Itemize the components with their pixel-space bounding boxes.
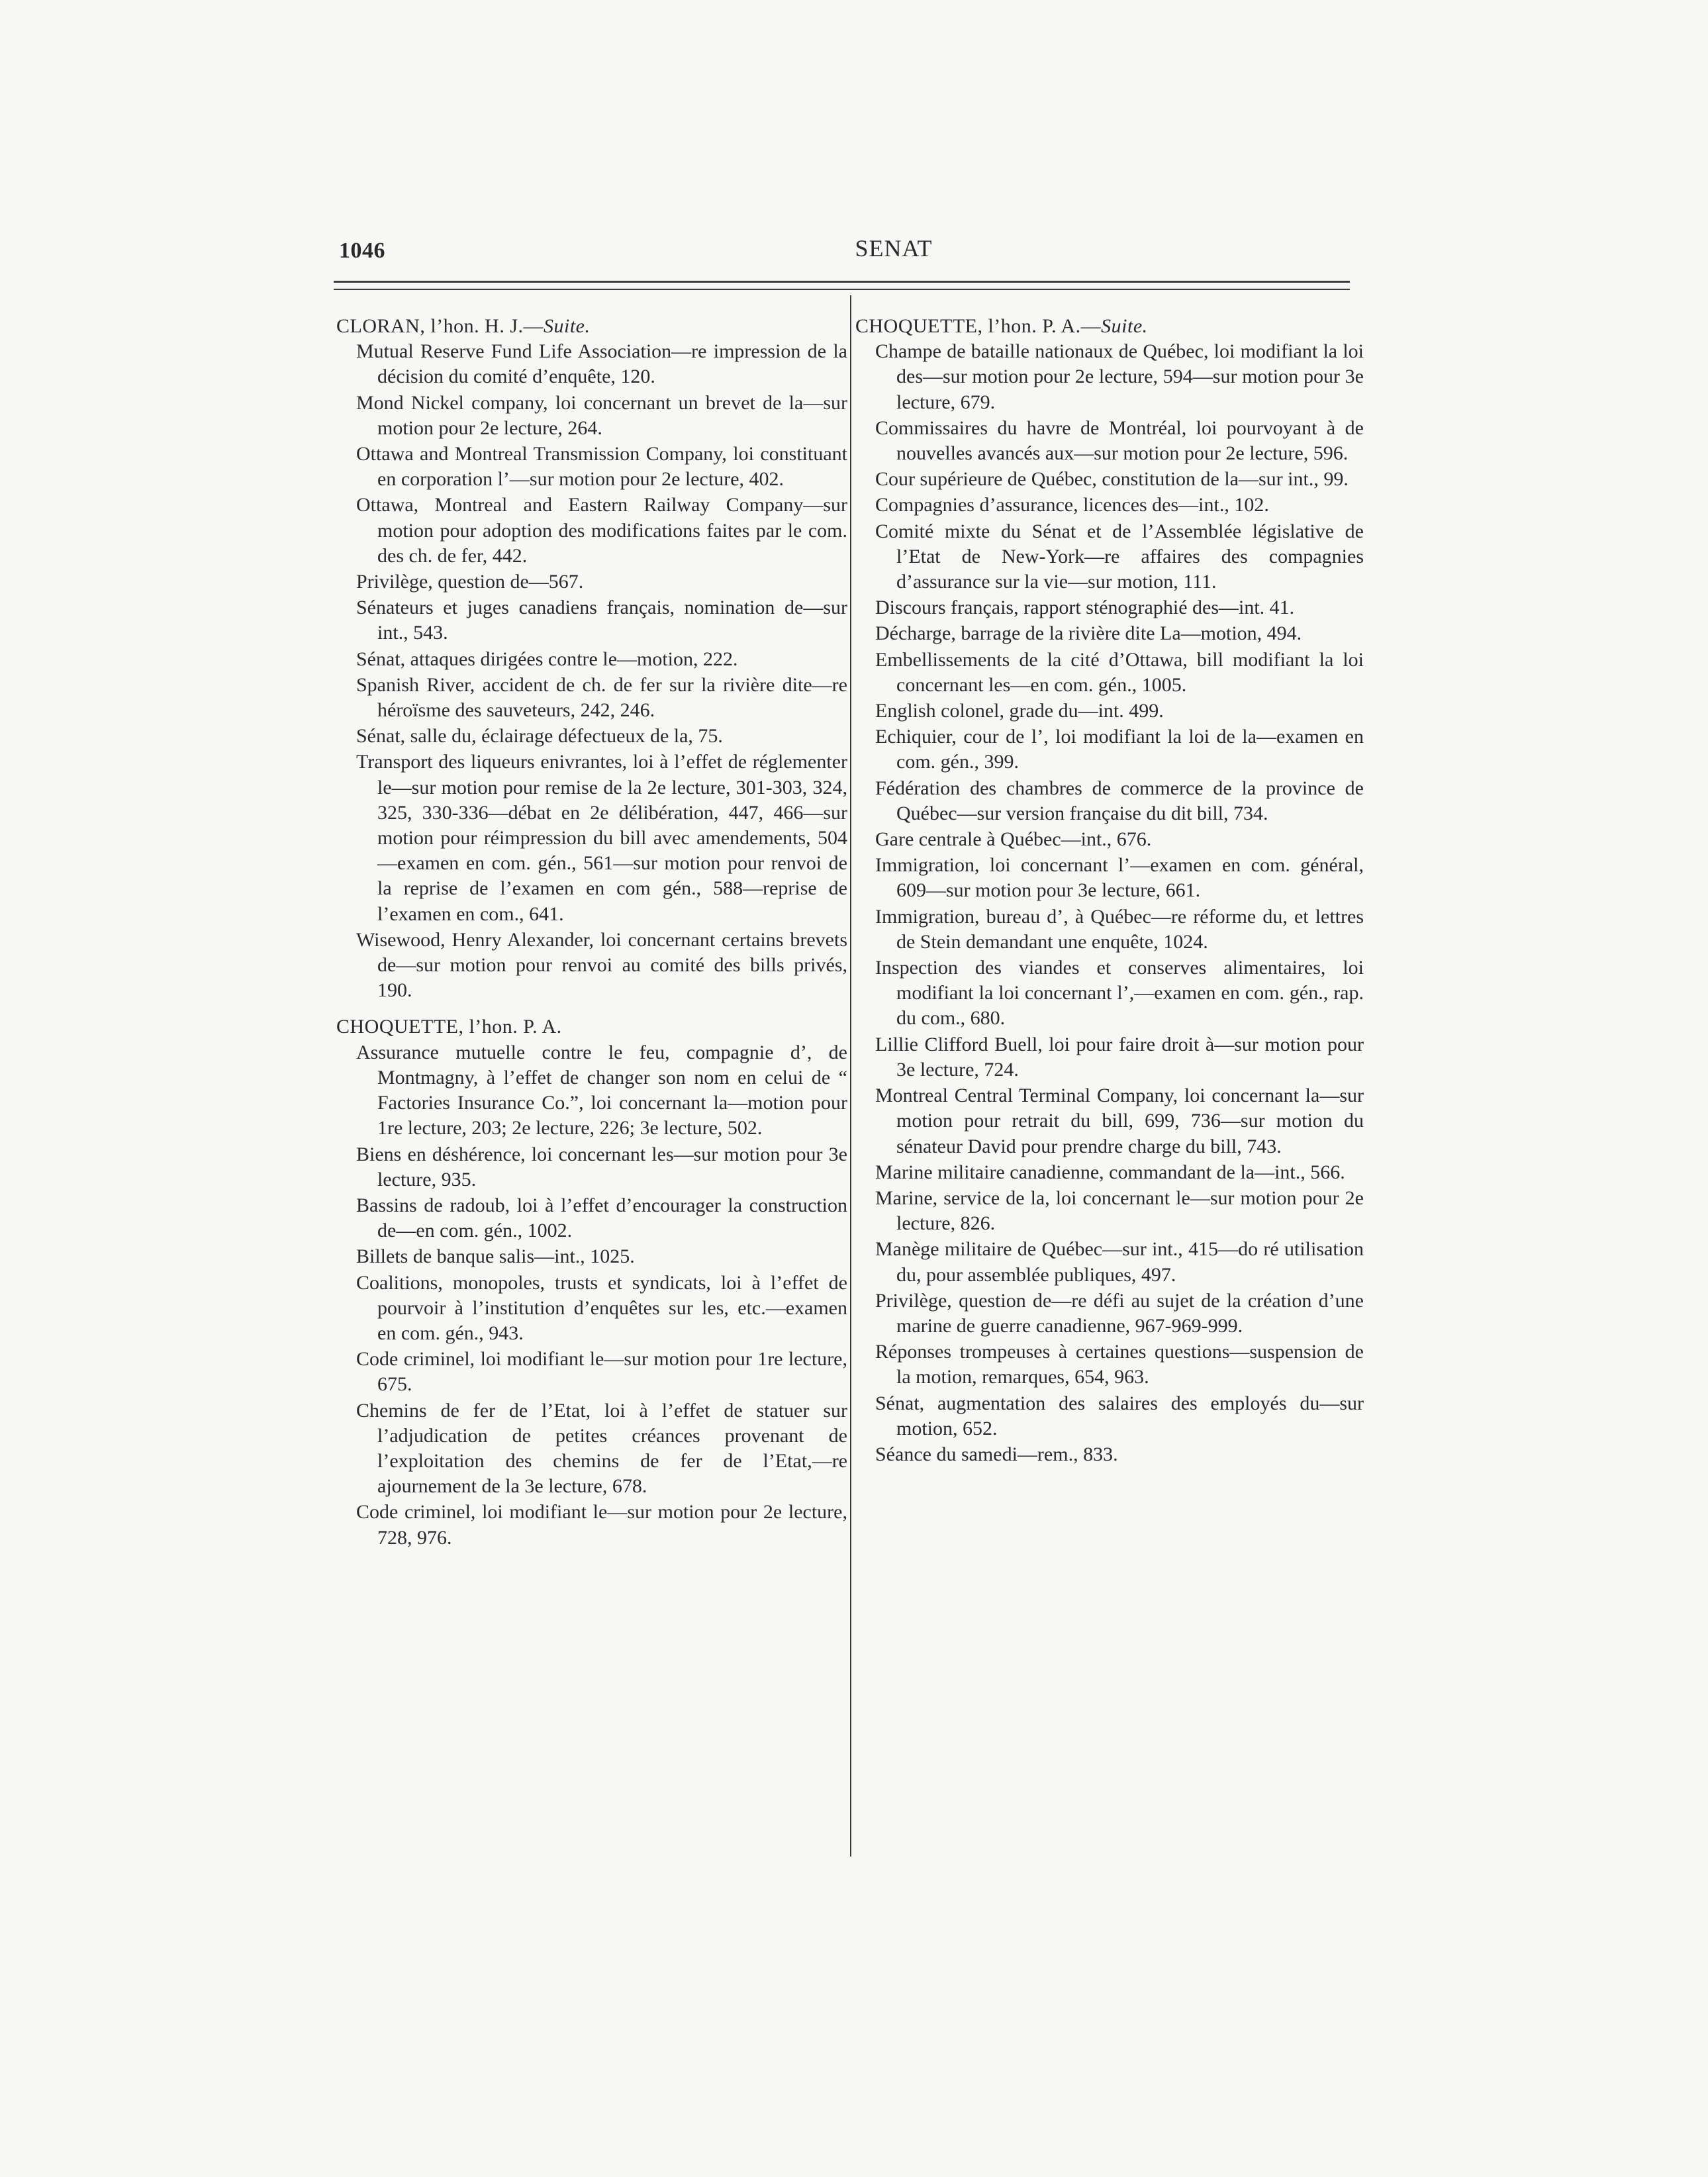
- index-subentry: Biens en déshérence, loi concernant les—sur motion pour 3e lecture, 935.: [356, 1143, 847, 1190]
- index-subentry: English colonel, grade du—int. 499.: [875, 700, 1164, 722]
- index-subentry: Echiquier, cour de l’, loi modifiant la loi de la—examen en com. gén., 399.: [875, 726, 1364, 773]
- index-subentry: Gare centrale à Québec—int., 676.: [875, 828, 1152, 851]
- index-subentry: Champe de bataille nationaux de Québec, loi modifiant la loi des—sur motion pour 2e lecture, 594—sur motion pour 3e lecture, 679.: [875, 340, 1364, 413]
- index-subentry: Immigration, loi concernant l’—examen en com. général, 609—sur motion pour 3e lecture, 661.: [875, 854, 1364, 902]
- entry-heading-name: CLORAN, l’hon. H. J.: [336, 315, 524, 337]
- entry-heading-suite: Suite.: [1101, 315, 1148, 337]
- index-subentry: Sénat, salle du, éclairage défectueux de la, 75.: [356, 725, 723, 748]
- index-subentry: Réponses trompeuses à certaines questions—suspension de la motion, remarques, 654, 963.: [875, 1341, 1364, 1388]
- index-subentry: Immigration, bureau d’, à Québec—re réforme du, et lettres de Stein demandant une enquête, 1024.: [875, 905, 1364, 953]
- running-head: SENAT: [855, 235, 933, 262]
- choquette-suite-item-list: [855, 339, 1364, 1467]
- choquette-item-list: [336, 1040, 847, 1551]
- index-subentry: Wisewood, Henry Alexander, loi concernant certains brevets de—sur motion pour renvoi au comité des bills privés, 190.: [356, 928, 847, 1002]
- index-subentry: Privilège, question de—567.: [356, 571, 584, 593]
- index-subentry: Décharge, barrage de la rivière dite La—motion, 494.: [875, 622, 1302, 645]
- index-subentry: Sénat, attaques dirigées contre le—motion, 222.: [356, 648, 738, 670]
- index-subentry: Cour supérieure de Québec, constitution de la—sur int., 99.: [875, 468, 1349, 491]
- index-subentry: Ottawa, Montreal and Eastern Railway Company—sur motion pour adoption des modifications faites par le com. des ch. de fer, 442.: [356, 494, 847, 567]
- left-column: [336, 314, 847, 1551]
- index-subentry: Compagnies d’assurance, licences des—int., 102.: [875, 494, 1269, 516]
- index-subentry: Transport des liqueurs enivrantes, loi à l’effet de réglementer le—sur motion pour remise de la 2e lecture, 301-303, 324, 325, 330-336—débat en 2e délibération, 447, 466—sur motion pour réimpression du bill avec amendements, 504—examen en com. gén., 561—sur motion pour renvoi de la reprise de l’examen en com gén., 588—reprise de l’examen en com., 641.: [356, 751, 847, 925]
- index-subentry: Embellissements de la cité d’Ottawa, bill modifiant la loi concernant les—en com. gén., 1005.: [875, 648, 1364, 696]
- header-rule-top: [334, 281, 1350, 283]
- index-subentry: Inspection des viandes et conserves alimentaires, loi modifiant la loi concernant l’,—examen en com. gén., rap. du com., 680.: [875, 957, 1364, 1030]
- header-rule-bottom: [334, 289, 1350, 290]
- index-subentry: Marine, service de la, loi concernant le—sur motion pour 2e lecture, 826.: [875, 1186, 1364, 1235]
- index-subentry: Marine militaire canadienne, commandant de la—int., 566.: [875, 1161, 1345, 1183]
- index-subentry: Lillie Clifford Buell, loi pour faire droit à—sur motion pour 3e lecture, 724.: [875, 1033, 1364, 1081]
- index-subentry: Manège militaire de Québec—sur int., 415—do ré utilisation du, pour assemblée publiques, 497.: [875, 1238, 1364, 1286]
- index-subentry: Mond Nickel company, loi concernant un brevet de la—sur motion pour 2e lecture, 264.: [356, 391, 847, 439]
- cloran-item-list: [336, 339, 847, 1003]
- entry-gap: [336, 1004, 847, 1014]
- index-subentry: Comité mixte du Sénat et de l’Assemblée législative de l’Etat de New-York—re affaires des compagnies d’assurance sur la vie—sur motion, 111.: [875, 520, 1364, 593]
- index-subentry: Sénat, augmentation des salaires des employés du—sur motion, 652.: [875, 1392, 1364, 1439]
- entry-heading-suite: Suite.: [544, 315, 591, 337]
- entry-heading-cloran: CLORAN, l’hon. H. J.—Suite.: [336, 315, 591, 337]
- index-subentry: Bassins de radoub, loi à l’effet d’encourager la construction de—en com. gén., 1002.: [356, 1194, 847, 1242]
- entry-heading-name: CHOQUETTE, l’hon. P. A.: [336, 1016, 562, 1038]
- index-subentry: Fédération des chambres de commerce de la province de Québec—sur version française du dit bill, 734.: [875, 777, 1364, 824]
- index-subentry: Séance du samedi—rem., 833.: [875, 1443, 1118, 1465]
- page-number: 1046: [339, 238, 385, 263]
- index-subentry: Chemins de fer de l’Etat, loi à l’effet de statuer sur l’adjudication de petites créances provenant de l’exploitation des chemins de fer de l’Etat,—re ajournement de la 3e lecture, 678.: [356, 1399, 847, 1498]
- index-subentry: Discours français, rapport sténographié des—int. 41.: [875, 597, 1295, 619]
- index-subentry: Sénateurs et juges canadiens français, nomination de—sur int., 543.: [356, 597, 847, 644]
- index-subentry: Mutual Reserve Fund Life Association—re impression de la décision du comité d’enquête, 120.: [356, 340, 847, 388]
- column-divider: [850, 295, 851, 1857]
- index-subentry: Montreal Central Terminal Company, loi concernant la—sur motion pour retrait du bill, 699, 736—sur motion du sénateur David pour prendre charge du bill, 743.: [875, 1085, 1364, 1157]
- entry-heading-name: CHOQUETTE, l’hon. P. A.: [855, 315, 1081, 337]
- index-subentry: Assurance mutuelle contre le feu, compagnie d’, de Montmagny, à l’effet de changer son nom en celui de “ Factories Insurance Co.”, loi concernant la—motion pour 1re lecture, 203; 2e lecture, 226; 3e lecture, 502.: [356, 1041, 847, 1139]
- right-column: [855, 314, 1364, 1468]
- index-subentry: Ottawa and Montreal Transmission Company, loi constituant en corporation l’—sur motion pour 2e lecture, 402.: [356, 443, 847, 491]
- index-subentry: Privilège, question de—re défi au sujet de la création d’une marine de guerre canadienne, 967-969-999.: [875, 1289, 1364, 1337]
- entry-heading-choquette: [336, 1014, 847, 1040]
- entry-heading-choquette-suite: CHOQUETTE, l’hon. P. A.—Suite.: [855, 315, 1148, 337]
- index-subentry: Commissaires du havre de Montréal, loi pourvoyant à de nouvelles avancés aux—sur motion pour 2e lecture, 596.: [875, 416, 1364, 465]
- index-subentry: Billets de banque salis—int., 1025.: [356, 1245, 635, 1268]
- index-subentry: Code criminel, loi modifiant le—sur motion pour 1re lecture, 675.: [356, 1348, 847, 1396]
- index-subentry: Spanish River, accident de ch. de fer sur la rivière dite—re héroïsme des sauveteurs, 242, 246.: [356, 673, 847, 722]
- index-subentry: Coalitions, monopoles, trusts et syndicats, loi à l’effet de pourvoir à l’institution d’enquêtes sur les, etc.—examen en com. gén., 943.: [356, 1271, 847, 1344]
- index-subentry: Code criminel, loi modifiant le—sur motion pour 2e lecture, 728, 976.: [356, 1501, 847, 1549]
